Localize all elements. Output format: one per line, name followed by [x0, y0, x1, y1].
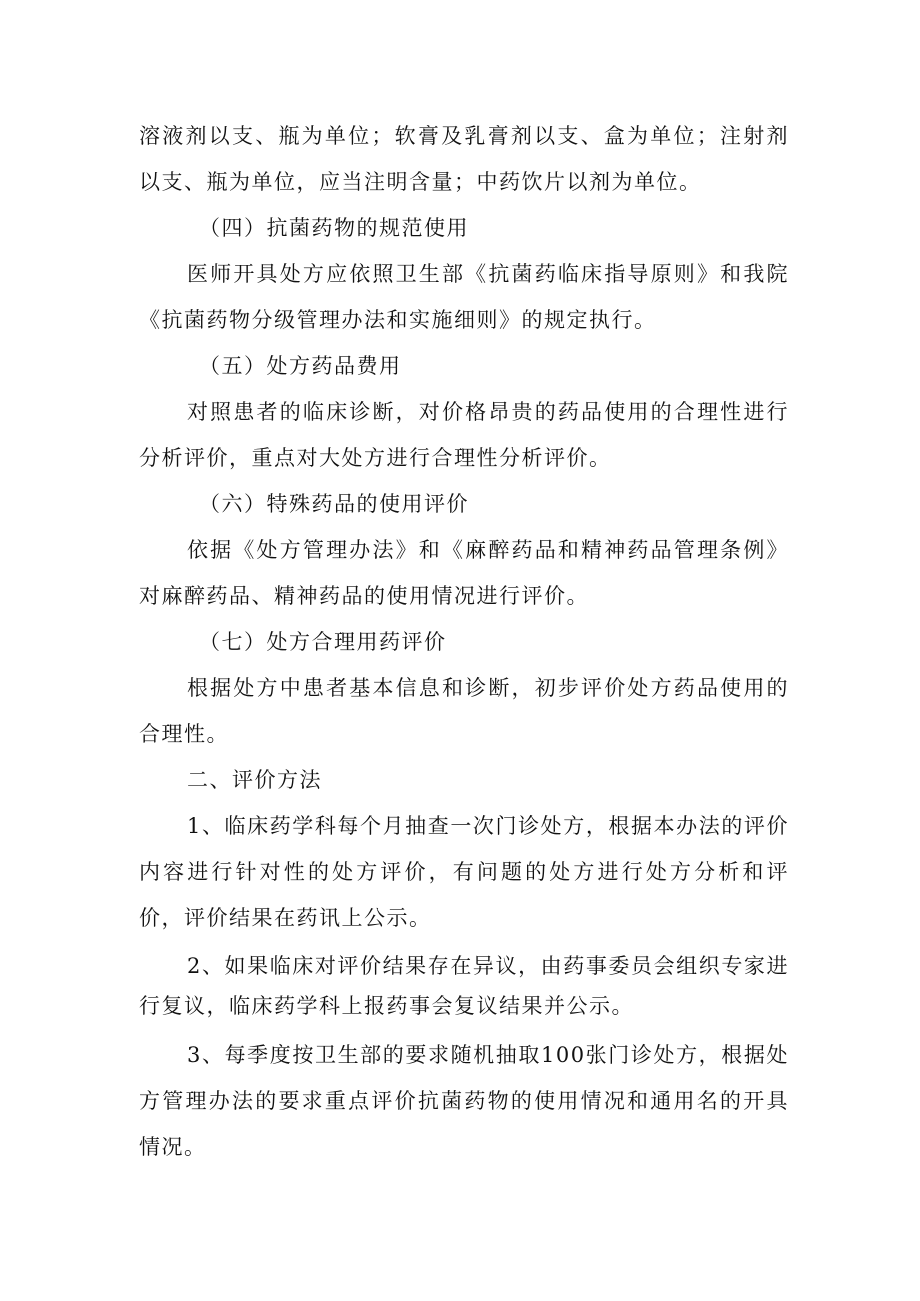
heading-prescription-cost: （五）处方药品费用	[199, 354, 402, 378]
paragraph-rational-use: 根据处方中患者基本信息和诊断，初步评价处方药品使用的合理性。	[139, 676, 789, 746]
document-body	[139, 113, 789, 1170]
heading-special-drugs: （六）特殊药品的使用评价	[199, 492, 469, 516]
heading-antibacterial-usage: （四）抗菌药物的规范使用	[199, 216, 469, 240]
paragraph-cost-evaluation: 对照患者的临床诊断，对价格昂贵的药品使用的合理性进行分析评价，重点对大处方进行合理性分析评价。	[139, 400, 789, 470]
paragraph-dosage-units: 溶液剂以支、瓶为单位；软膏及乳膏剂以支、盒为单位；注射剂以支、瓶为单位，应当注明含量；中药饮片以剂为单位。	[139, 124, 789, 194]
method-item-3: 3、每季度按卫生部的要求随机抽取100张门诊处方，根据处方管理办法的要求重点评价抗菌药物的使用情况和通用名的开具情况。	[139, 1043, 789, 1159]
section-heading-methods: 二、评价方法	[187, 768, 322, 792]
paragraph-special-drugs: 依据《处方管理办法》和《麻醉药品和精神药品管理条例》对麻醉药品、精神药品的使用情况进行评价。	[139, 538, 789, 608]
method-item-2: 2、如果临床对评价结果存在异议，由药事委员会组织专家进行复议，临床药学科上报药事会复议结果并公示。	[139, 954, 789, 1018]
heading-rational-use: （七）处方合理用药评价	[199, 630, 447, 654]
paragraph-antibacterial-rules: 医师开具处方应依照卫生部《抗菌药临床指导原则》和我院《抗菌药物分级管理办法和实施细则》的规定执行。	[139, 262, 789, 332]
method-item-1: 1、临床药学科每个月抽查一次门诊处方，根据本办法的评价内容进行针对性的处方评价，有问题的处方进行处方分析和评价，评价结果在药讯上公示。	[139, 814, 789, 930]
